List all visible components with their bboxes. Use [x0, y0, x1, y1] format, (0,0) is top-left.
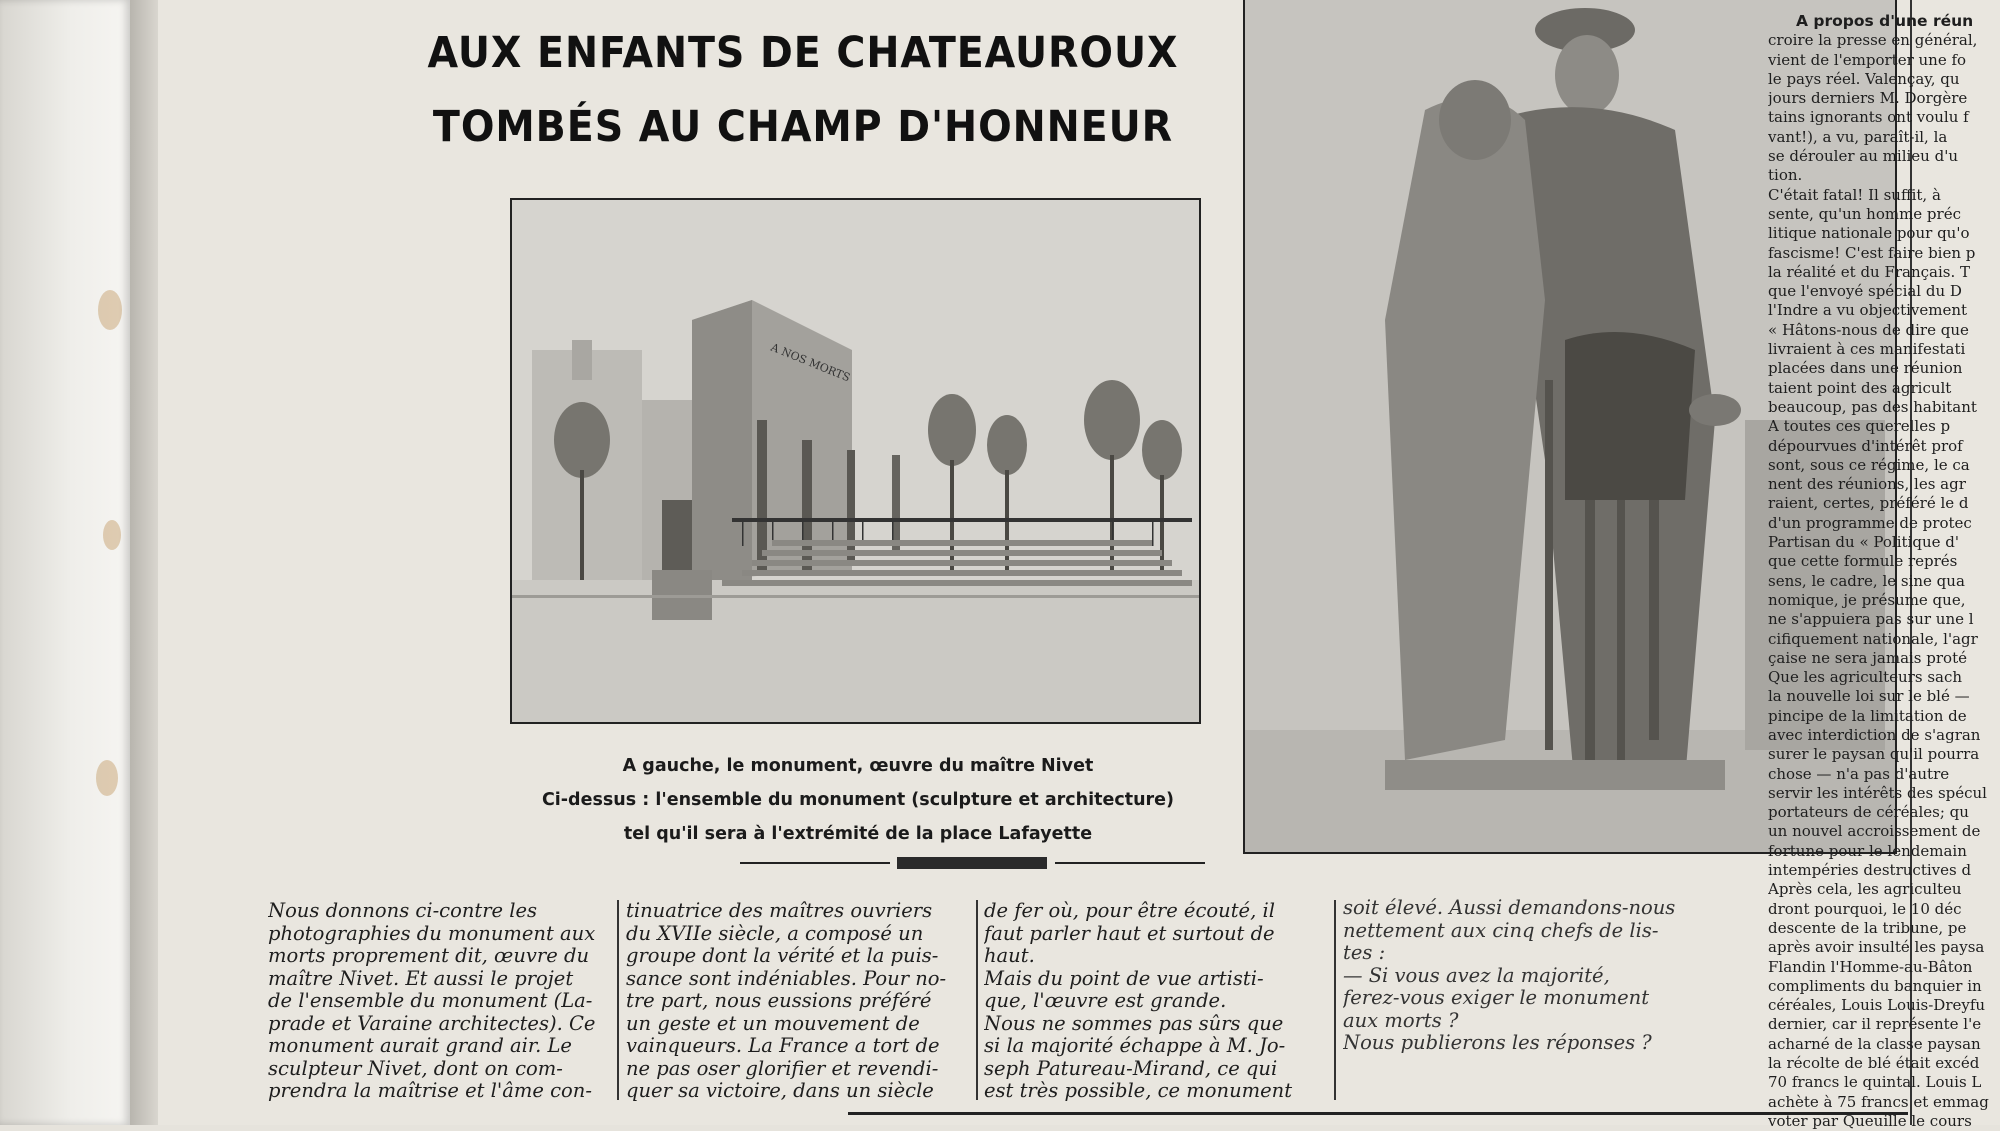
right-column-line: livraient à ces manifestati: [1768, 340, 1966, 359]
right-column-line: litique nationale pour qu'o: [1768, 224, 1970, 243]
article-line: seph Patureau-Mirand, ce qui: [984, 1057, 1278, 1080]
right-column-line: placées dans une réunion: [1768, 359, 1963, 378]
right-column-article: [1768, 12, 2000, 1131]
article-line: Mais du point de vue artisti-: [984, 967, 1264, 990]
newspaper-page: [158, 0, 2000, 1125]
article-line: ne pas oser glorifier et revendi-: [626, 1057, 939, 1080]
article-line: aux morts ?: [1343, 1009, 1459, 1032]
right-column-line: descente de la tribune, pe: [1768, 918, 1967, 937]
article-line: tes :: [1343, 942, 1386, 964]
rule-thick: [897, 857, 1047, 869]
article-line: Nous ne sommes pas sûrs que: [984, 1012, 1284, 1035]
right-column-line: surer le paysan qu'il pourra: [1768, 745, 1980, 764]
right-column-line: dront pourquoi, le 10 déc: [1768, 899, 1962, 918]
article-line: du XVIIe siècle, a composé un: [626, 922, 924, 945]
article-line: nettement aux cinq chefs de lis-: [1343, 919, 1659, 942]
article-line: prade et Varaine architectes). Ce: [268, 1012, 596, 1035]
right-column-line: « Hâtons-nous de dire que: [1768, 320, 1969, 339]
right-column-line: sont, sous ce régime, le ca: [1768, 455, 1970, 474]
article-column-4: [1343, 897, 1688, 1055]
right-column-line: après avoir insulté les paysa: [1768, 938, 1985, 957]
right-column-line: A toutes ces querelles p: [1768, 417, 1951, 436]
right-column-line: nent des réunions, les agr: [1768, 475, 1966, 494]
bottom-rule: [848, 1112, 1908, 1115]
right-column-line: l'Indre a vu objectivement: [1768, 301, 1968, 320]
caption-line-1: A gauche, le monument, œuvre du maître Nivet: [622, 756, 1094, 776]
article-line: haut.: [984, 945, 1035, 967]
right-column-line: la récolte de blé était excéd: [1768, 1054, 1980, 1073]
right-column-line: Partisan du « Politique d': [1768, 533, 1959, 552]
right-column-line: pincipe de la limitation de: [1768, 706, 1967, 725]
right-column-line: que cette formule représ: [1768, 552, 1958, 571]
article-line: photographies du monument aux: [268, 922, 596, 945]
article-line: soit élevé. Aussi demandons-nous: [1343, 897, 1676, 919]
right-column-line: achète à 75 francs et emmag: [1768, 1092, 1989, 1111]
right-column-line: d'un programme de protec: [1768, 513, 1972, 532]
caption-line-3: tel qu'il sera à l'extrémité de la place Lafayette: [623, 824, 1093, 844]
article-line: monument aurait grand air. Le: [268, 1035, 572, 1057]
right-column-line: se dérouler au milieu d'u: [1768, 147, 1958, 166]
article-line: sance sont indéniables. Pour no-: [626, 967, 947, 990]
article-line: Nous publierons les réponses ?: [1343, 1032, 1652, 1054]
article-line: de l'ensemble du monument (La-: [268, 990, 593, 1012]
right-column-line: tion.: [1768, 166, 1803, 185]
right-column-line: fascisme! C'est faire bien p: [1768, 243, 1976, 262]
right-column-line: que l'envoyé spécial du D: [1768, 282, 1962, 301]
article-line: est très possible, ce monument: [984, 1080, 1293, 1102]
right-column-line: beaucoup, pas des habitant: [1768, 397, 1977, 416]
article-line: maître Nivet. Et aussi le projet: [268, 967, 574, 990]
stain: [96, 760, 118, 796]
headline-line-2: TOMBÉS AU CHAMP D'HONNEUR: [432, 102, 1174, 152]
right-column-line: C'était fatal! Il suffit, à: [1768, 185, 1941, 204]
monument-inscription: A NOS MORTS: [768, 340, 852, 385]
article-line: Nous donnons ci-contre les: [268, 900, 538, 922]
article-line: groupe dont la vérité et la puis-: [626, 945, 939, 967]
article-line: que, l'œuvre est grande.: [984, 990, 1227, 1012]
right-column-line: jours derniers M. Dorgère: [1768, 89, 1968, 108]
right-column-line: cifiquement nationale, l'agr: [1768, 629, 1978, 648]
right-column-line: Que les agriculteurs sach: [1768, 668, 1963, 687]
right-column-line: ne s'appuiera pas sur une l: [1768, 610, 1974, 629]
right-column-line: un nouvel accroissement de: [1768, 822, 1981, 841]
column-divider: [1334, 900, 1336, 1100]
right-column-line: Flandin l'Homme-au-Bâton: [1768, 957, 1973, 976]
stain: [103, 520, 121, 550]
article-line: prendra la maîtrise et l'âme con-: [268, 1080, 592, 1102]
article-line: un geste et un mouvement de: [626, 1012, 920, 1035]
right-column-line: fortune pour le lendemain: [1768, 841, 1967, 860]
rule-left: [740, 862, 890, 864]
caption-line-2: Ci-dessus : l'ensemble du monument (sculpture et architecture): [541, 790, 1175, 810]
rule-right: [1055, 862, 1205, 864]
right-column-line: Après cela, les agriculteu: [1768, 880, 1962, 899]
right-column-line: acharné de la classe paysan: [1768, 1034, 1981, 1053]
right-column-line: servir les intérêts des spécul: [1768, 783, 1987, 802]
right-column-line: céréales, Louis Louis-Dreyfu: [1768, 996, 1986, 1015]
right-column-line: chose — n'a pas d'autre: [1768, 764, 1950, 783]
right-column-line: vient de l'emporter une fo: [1768, 50, 1967, 69]
right-column-line: voter par Queuille le cours: [1768, 1111, 1972, 1130]
article-column-3: [984, 900, 1329, 1103]
column-divider: [976, 900, 978, 1100]
article-line: tinuatrice des maîtres ouvriers: [626, 900, 933, 922]
right-column-line: sente, qu'un homme préc: [1768, 204, 1961, 223]
right-column-line: taient point des agricult: [1768, 378, 1952, 397]
article-line: faut parler haut et surtout de: [984, 922, 1275, 945]
right-column-line: intempéries destructives d: [1768, 861, 1972, 880]
page-gutter: [130, 0, 158, 1125]
right-column-line: dernier, car il représente l'e: [1768, 1015, 1982, 1034]
article-line: morts proprement dit, œuvre du: [268, 945, 590, 967]
article-line: vainqueurs. La France a tort de: [626, 1035, 940, 1057]
right-column-line: sens, le cadre, le sine qua: [1768, 571, 1965, 590]
right-column-line: tains ignorants ont voulu f: [1768, 108, 1969, 127]
article-column-1: [268, 900, 613, 1103]
right-column-line: compliments du banquier in: [1768, 976, 1982, 995]
right-column-line: çaise ne sera jamais proté: [1768, 648, 1967, 667]
headline-line-1: AUX ENFANTS DE CHATEAUROUX: [427, 28, 1179, 78]
stain: [98, 290, 122, 330]
right-column-line: raient, certes, préféré le d: [1768, 494, 1969, 513]
book-binding: [0, 0, 130, 1125]
article-column-2: [626, 900, 971, 1103]
right-column-line: 70 francs le quintal. Louis L: [1768, 1073, 1982, 1092]
article-line: sculpteur Nivet, dont on com-: [268, 1057, 563, 1080]
right-column-line: vant!), a vu, paraît-il, la: [1768, 127, 1948, 146]
article-line: quer sa victoire, dans un siècle: [626, 1080, 934, 1102]
article-line: de fer où, pour être écouté, il: [984, 900, 1275, 922]
right-column-line: le pays réel. Valençay, qu: [1768, 69, 1960, 88]
article-line: ferez-vous exiger le monument: [1343, 987, 1650, 1009]
column-divider: [617, 900, 619, 1100]
right-column-line: nomique, je présume que,: [1768, 590, 1966, 609]
right-column-line: dépourvues d'intérêt prof: [1768, 436, 1963, 455]
right-column-line: croire la presse en général,: [1768, 31, 1978, 50]
monument-ensemble-illustration: [510, 198, 1201, 724]
article-line: — Si vous avez la majorité,: [1343, 964, 1610, 987]
right-column-line: la nouvelle loi sur le blé —: [1768, 687, 1970, 706]
monument-drawing-svg: [512, 200, 1199, 722]
article-line: si la majorité échappe à M. Jo-: [984, 1035, 1286, 1057]
right-column-line: avec interdiction de s'agran: [1768, 725, 1981, 744]
right-column-line: portateurs de céréales; qu: [1768, 803, 1969, 822]
right-column-title: A propos d'une réun: [1796, 12, 1974, 30]
right-column-body: [1768, 31, 2000, 1131]
article-line: tre part, nous eussions préféré: [626, 990, 932, 1012]
right-column-line: la réalité et du Français. T: [1768, 262, 1971, 281]
